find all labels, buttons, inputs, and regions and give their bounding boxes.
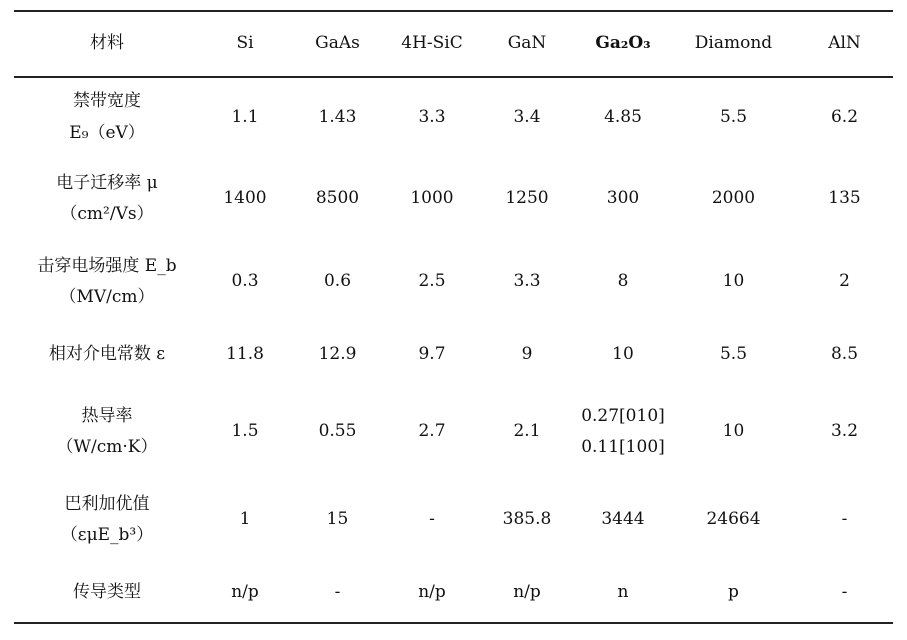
row-label-line1: 禁带宽度 bbox=[73, 91, 141, 112]
row-label-line1: 巴利加优值 bbox=[64, 493, 150, 514]
header-material: 材料 bbox=[14, 11, 200, 77]
header-col-diamond: Diamond bbox=[671, 11, 796, 77]
cell-value: 1.43 bbox=[318, 106, 357, 127]
row-label-line1: 传导类型 bbox=[73, 581, 141, 602]
header-col-si: Si bbox=[200, 11, 290, 77]
cell-value: 8 bbox=[617, 271, 629, 292]
cell-value: 10 bbox=[612, 344, 634, 365]
cell-value: n bbox=[575, 563, 671, 623]
row-label-line2: （cm²/Vs） bbox=[60, 204, 154, 224]
cell-value: n/p bbox=[200, 563, 290, 623]
cell-value: 300 bbox=[606, 188, 640, 209]
cell-value: 2000 bbox=[711, 188, 756, 209]
row-label-line1: 相对介电常数 ε bbox=[48, 344, 166, 365]
cell-value: 3.3 bbox=[513, 271, 541, 292]
cell-value: 1000 bbox=[410, 188, 454, 209]
cell-value: 3.4 bbox=[513, 106, 541, 127]
cell-value: - bbox=[796, 563, 893, 623]
cell-value: n/p bbox=[385, 563, 479, 623]
table-header bbox=[14, 11, 893, 77]
cell-value: 9.7 bbox=[418, 344, 446, 365]
header-col-ga2o3: Ga₂O₃ bbox=[575, 11, 671, 77]
cell-value: 2.1 bbox=[513, 421, 541, 442]
cell-value: 135 bbox=[828, 188, 861, 209]
cell-value: 5.5 bbox=[719, 344, 748, 365]
cell-value-multiline bbox=[575, 387, 671, 477]
cell-value: 15 bbox=[326, 509, 349, 530]
row-label bbox=[14, 563, 200, 623]
cell-value: 6.2 bbox=[830, 106, 859, 127]
cell-value: 12.9 bbox=[318, 344, 357, 365]
cell-value: 8.5 bbox=[830, 344, 859, 365]
cell-value: 0.6 bbox=[323, 271, 352, 292]
cell-value: 2.7 bbox=[418, 421, 446, 442]
cell-value: 24664 bbox=[706, 509, 761, 530]
table-row bbox=[14, 477, 893, 563]
cell-value: - bbox=[429, 509, 435, 530]
cell-value: 11.8 bbox=[226, 344, 264, 365]
cell-value: 2 bbox=[839, 271, 850, 292]
cell-value: 1250 bbox=[505, 188, 549, 209]
cell-value: 0.55 bbox=[318, 421, 357, 442]
cell-value: p bbox=[671, 563, 796, 623]
cell-value: 385.8 bbox=[502, 509, 552, 530]
header-col-4h-sic: 4H-SiC bbox=[385, 11, 479, 77]
row-label-line2: （W/cm·K） bbox=[56, 437, 158, 457]
row-label-line1: 电子迁移率 μ bbox=[56, 172, 158, 193]
header-col-gan: GaN bbox=[479, 11, 575, 77]
table-row bbox=[14, 241, 893, 323]
cell-value: 9 bbox=[521, 344, 533, 365]
cell-value: 1400 bbox=[223, 188, 267, 209]
row-label-line2: （εμE_b³） bbox=[60, 525, 154, 545]
row-label-line2: （MV/cm） bbox=[59, 287, 155, 307]
table-row bbox=[14, 157, 893, 241]
cell-value: 10 bbox=[722, 421, 745, 442]
table-row bbox=[14, 387, 893, 477]
cell-value: - bbox=[290, 563, 385, 623]
header-col-aln: AlN bbox=[796, 11, 893, 77]
cell-value: - bbox=[841, 509, 848, 530]
row-label bbox=[14, 157, 200, 241]
cell-value: 8500 bbox=[315, 188, 360, 209]
cell-value: 3.2 bbox=[830, 421, 859, 442]
cell-value: 0.3 bbox=[231, 271, 259, 292]
row-label bbox=[14, 323, 200, 387]
cell-value: 10 bbox=[722, 271, 745, 292]
cell-value: 1 bbox=[239, 509, 251, 530]
cell-value-line1: 0.27[010] bbox=[581, 405, 665, 426]
cell-value: 3444 bbox=[601, 509, 645, 530]
row-label bbox=[14, 241, 200, 323]
table-body bbox=[14, 77, 893, 623]
cell-value: 1.1 bbox=[231, 106, 259, 127]
cell-value: 5.5 bbox=[719, 106, 748, 127]
header-col-gaas: GaAs bbox=[290, 11, 385, 77]
table-row bbox=[14, 323, 893, 387]
header-row bbox=[14, 11, 893, 77]
table-row bbox=[14, 77, 893, 157]
row-label-line1: 热导率 bbox=[81, 405, 133, 426]
row-label bbox=[14, 77, 200, 157]
cell-value: n/p bbox=[479, 563, 575, 623]
cell-value: 3.3 bbox=[418, 106, 446, 127]
row-label bbox=[14, 387, 200, 477]
cell-value-line2: 0.11[100] bbox=[581, 437, 665, 457]
row-label-line2: E₉（eV） bbox=[69, 122, 145, 143]
cell-value: 2.5 bbox=[418, 271, 446, 292]
cell-value: 4.85 bbox=[604, 106, 642, 127]
row-label-line1: 击穿电场强度 E_b bbox=[37, 255, 177, 276]
data-table-container bbox=[14, 10, 893, 624]
cell-value: 1.5 bbox=[231, 421, 259, 442]
row-label bbox=[14, 477, 200, 563]
table-row bbox=[14, 563, 893, 623]
materials-comparison-table bbox=[14, 10, 893, 624]
